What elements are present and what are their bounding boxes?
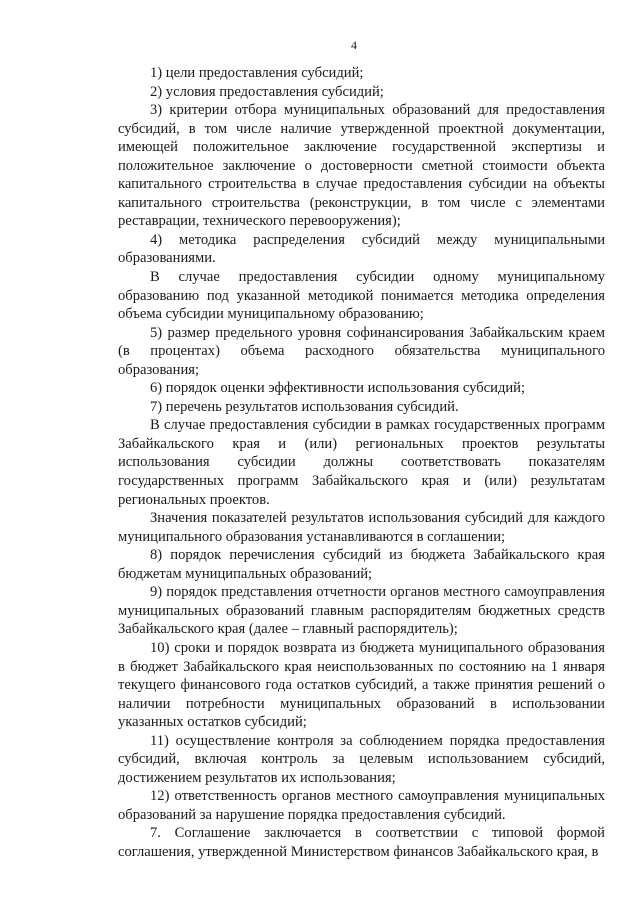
paragraph-results-note: В случае предоставления субсидии в рамках государственных программ Забайкальского края и (или) региональных проектов результаты использования субсидии должны соответствовать показателям государственных программ Забайкальского края и (или) результатам региональных проектов. bbox=[118, 417, 605, 508]
paragraph-indicator-values: Значения показателей результатов использования субсидий для каждого муниципального образования устанавливаются в соглашении; bbox=[118, 510, 605, 545]
paragraph-item-5: 5) размер предельного уровня софинансирования Забайкальским краем (в процентах) объема расходного обязательства муниципального образования; bbox=[118, 324, 605, 378]
paragraph-item-3: 3) критерии отбора муниципальных образований для предоставления субсидий, в том числе наличие утвержденной проектной документации, имеющей положительное заключение государственной экспертизы и положительное заключение о достоверности сметной стоимости объекта капитального строительства в случае предоставления субсидии на объекты капитального строительства (реконструкции, в том числе с элементами реставрации, технического перевооружения); bbox=[118, 102, 605, 230]
paragraph-methodology-note: В случае предоставления субсидии одному муниципальному образованию под указанной методикой понимается методика определения объема субсидии муниципальному образованию; bbox=[118, 269, 605, 323]
paragraph-item-10: 10) сроки и порядок возврата из бюджета муниципального образования в бюджет Забайкальского края неиспользованных по состоянию на 1 января текущего финансового года остатков субсидий, а также принятия решений о наличии потребности муниципальных образований в использовании указанных остатков субсидий; bbox=[118, 639, 605, 731]
paragraph-item-8: 8) порядок перечисления субсидий из бюджета Забайкальского края бюджетам муниципальных образований; bbox=[118, 547, 605, 582]
paragraph-item-6: 6) порядок оценки эффективности использования субсидий; bbox=[150, 380, 526, 397]
page-number: 4 bbox=[351, 38, 357, 52]
paragraph-item-7: 7) перечень результатов использования субсидий. bbox=[150, 398, 459, 415]
paragraph-item-11: 11) осуществление контроля за соблюдением порядка предоставления субсидий, включая контроль за целевым использованием субсидий, достижением результатов их использования; bbox=[118, 732, 605, 786]
paragraph-item-9: 9) порядок представления отчетности органов местного самоуправления муниципальных образований главным распорядителям бюджетных средств Забайкальского края (далее – главный распорядитель); bbox=[118, 584, 605, 638]
paragraph-item-12: 12) ответственность органов местного самоуправления муниципальных образований за нарушение порядка предоставления субсидий. bbox=[118, 788, 605, 823]
document-body bbox=[118, 64, 605, 862]
paragraph-item-1: 1) цели предоставления субсидий; bbox=[150, 65, 364, 81]
paragraph-item-2: 2) условия предоставления субсидий; bbox=[150, 83, 384, 100]
paragraph-section-7: 7. Соглашение заключается в соответствии с типовой формой соглашения, утвержденной Министерством финансов Забайкальского края, в bbox=[118, 825, 605, 860]
paragraph-item-4: 4) методика распределения субсидий между муниципальными образованиями. bbox=[118, 231, 605, 267]
